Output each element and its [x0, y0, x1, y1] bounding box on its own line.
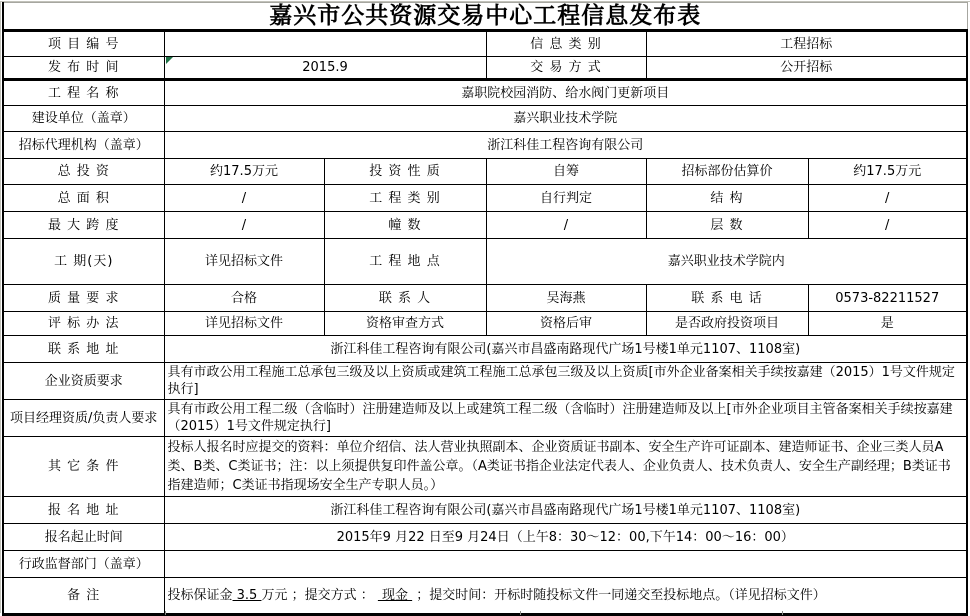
- value-floor-count: /: [808, 212, 967, 239]
- value-info-category: 工程招标: [646, 31, 967, 57]
- label-info-category: 信 息 类 别: [486, 31, 646, 57]
- label-qualification-review: 资格审查方式: [324, 312, 486, 336]
- value-project-number: [164, 31, 486, 57]
- value-total-investment: 约17.5万元: [164, 159, 324, 185]
- label-floor-count: 层 数: [646, 212, 808, 239]
- label-gov-invested: 是否政府投资项目: [646, 312, 808, 336]
- label-max-span: 最 大 跨 度: [3, 212, 164, 239]
- value-estimated-bid-price: 约17.5万元: [808, 159, 967, 185]
- value-total-area: /: [164, 185, 324, 212]
- remark-underline-amount: 3.5: [232, 588, 262, 603]
- label-publish-date: 发 布 时 间: [3, 57, 164, 80]
- label-trade-method: 交 易 方 式: [486, 57, 646, 80]
- label-duration: 工 期(天): [3, 239, 164, 285]
- label-investment-nature: 投 资 性 质: [324, 159, 486, 185]
- value-location: 嘉兴职业技术学院内: [486, 239, 967, 285]
- label-total-investment: 总 投 资: [3, 159, 164, 185]
- page-title: 嘉兴市公共资源交易中心工程信息发布表: [3, 3, 967, 31]
- cell-note-triangle-icon: [166, 57, 173, 64]
- label-estimated-bid-price: 招标部份估算价: [646, 159, 808, 185]
- label-contact-phone: 联 系 电 话: [646, 285, 808, 312]
- remark-text-2: 万元 ；提交方式 ：: [261, 588, 378, 603]
- value-qualification-review: 资格后审: [486, 312, 646, 336]
- label-bidding-agency: 招标代理机构（盖章）: [3, 132, 164, 159]
- value-other-conditions: 投标人报名时应提交的资料：单位介绍信、法人营业执照副本、企业资质证书副本、安全生产许可证副本、建造师证书、企业三类人员A类、B类、C类证书；注：以上须提供复印件盖公章。（A类证书指企业法定代表人、企业负责人、技术负责人、安全生产副经理；B类证书指建造师；C类证书指现场安全生产专职人员。）: [164, 437, 967, 497]
- label-evaluation-method: 评 标 办 法: [3, 312, 164, 336]
- label-building-count: 幢 数: [324, 212, 486, 239]
- value-structure: /: [808, 185, 967, 212]
- value-contact-person: 吴海燕: [486, 285, 646, 312]
- value-evaluation-method: 详见招标文件: [164, 312, 324, 336]
- remark-text-3: ；提交时间：开标时随投标文件一同递交至投标地点。（详见招标文件）: [412, 588, 826, 603]
- label-contact-person: 联 系 人: [324, 285, 486, 312]
- value-building-count: /: [486, 212, 646, 239]
- grid-tick: [782, 611, 783, 615]
- remark-text-1: 投标保证金: [167, 588, 233, 603]
- label-quality-requirement: 质 量 要 求: [3, 285, 164, 312]
- remark-underline-method: 现金: [377, 588, 413, 603]
- value-remark: [164, 578, 967, 615]
- value-enterprise-qualification: 具有市政公用工程施工总承包三级及以上资质或建筑工程施工总承包三级及以上资质[市外企业备案相关手续按嘉建（2015）1号文件规定执行]: [164, 363, 967, 400]
- label-location: 工 程 地 点: [324, 239, 486, 285]
- value-project-category: 自行判定: [486, 185, 646, 212]
- value-contact-phone: 0573-82211527: [808, 285, 967, 312]
- value-max-span: /: [164, 212, 324, 239]
- label-supervision-dept: 行政监督部门（盖章）: [3, 551, 164, 578]
- value-bidding-agency: 浙江科佳工程咨询有限公司: [164, 132, 967, 159]
- title-row: [3, 3, 967, 31]
- label-contact-address: 联 系 地 址: [3, 336, 164, 363]
- label-registration-period: 报名起止时间: [3, 524, 164, 551]
- label-project-category: 工 程 类 别: [324, 185, 486, 212]
- grid-hairline-left: [0, 1, 1, 613]
- label-project-name: 工 程 名 称: [3, 80, 164, 106]
- value-construction-unit: 嘉兴职业技术学院: [164, 106, 967, 132]
- value-quality-requirement: 合格: [164, 285, 324, 312]
- label-structure: 结 构: [646, 185, 808, 212]
- label-other-conditions: 其 它 条 件: [3, 437, 164, 497]
- grid-tick: [165, 611, 166, 615]
- publish-date-text: 2015.9: [302, 60, 348, 75]
- label-pm-qualification: 项目经理资质/负责人要求: [3, 400, 164, 437]
- value-trade-method: 公开招标: [646, 57, 967, 80]
- value-supervision-dept: [164, 551, 967, 578]
- value-publish-date: [164, 57, 486, 80]
- value-registration-address: 浙江科佳工程咨询有限公司(嘉兴市昌盛南路现代广场1号楼1单元1107、1108室): [164, 497, 967, 524]
- value-project-name: 嘉职院校园消防、给水阀门更新项目: [164, 80, 967, 106]
- grid-tick: [520, 611, 521, 615]
- value-duration: 详见招标文件: [164, 239, 324, 285]
- label-construction-unit: 建设单位（盖章）: [3, 106, 164, 132]
- value-investment-nature: 自筹: [486, 159, 646, 185]
- label-total-area: 总 面 积: [3, 185, 164, 212]
- value-gov-invested: 是: [808, 312, 967, 336]
- value-pm-qualification: 具有市政公用工程二级（含临时）注册建造师及以上或建筑工程二级（含临时）注册建造师及以上[市外企业项目主管备案相关手续按嘉建（2015）1号文件规定执行]: [164, 400, 967, 437]
- label-enterprise-qualification: 企业资质要求: [3, 363, 164, 400]
- label-registration-address: 报 名 地 址: [3, 497, 164, 524]
- label-project-number: 项 目 编 号: [3, 31, 164, 57]
- value-contact-address: 浙江科佳工程咨询有限公司(嘉兴市昌盛南路现代广场1号楼1单元1107、1108室): [164, 336, 967, 363]
- info-table: [2, 2, 968, 616]
- value-registration-period: 2015年9 月22 日至9 月24日（上午8：30～12：00,下午14：00～16：00）: [164, 524, 967, 551]
- label-remark: 备 注: [3, 578, 164, 615]
